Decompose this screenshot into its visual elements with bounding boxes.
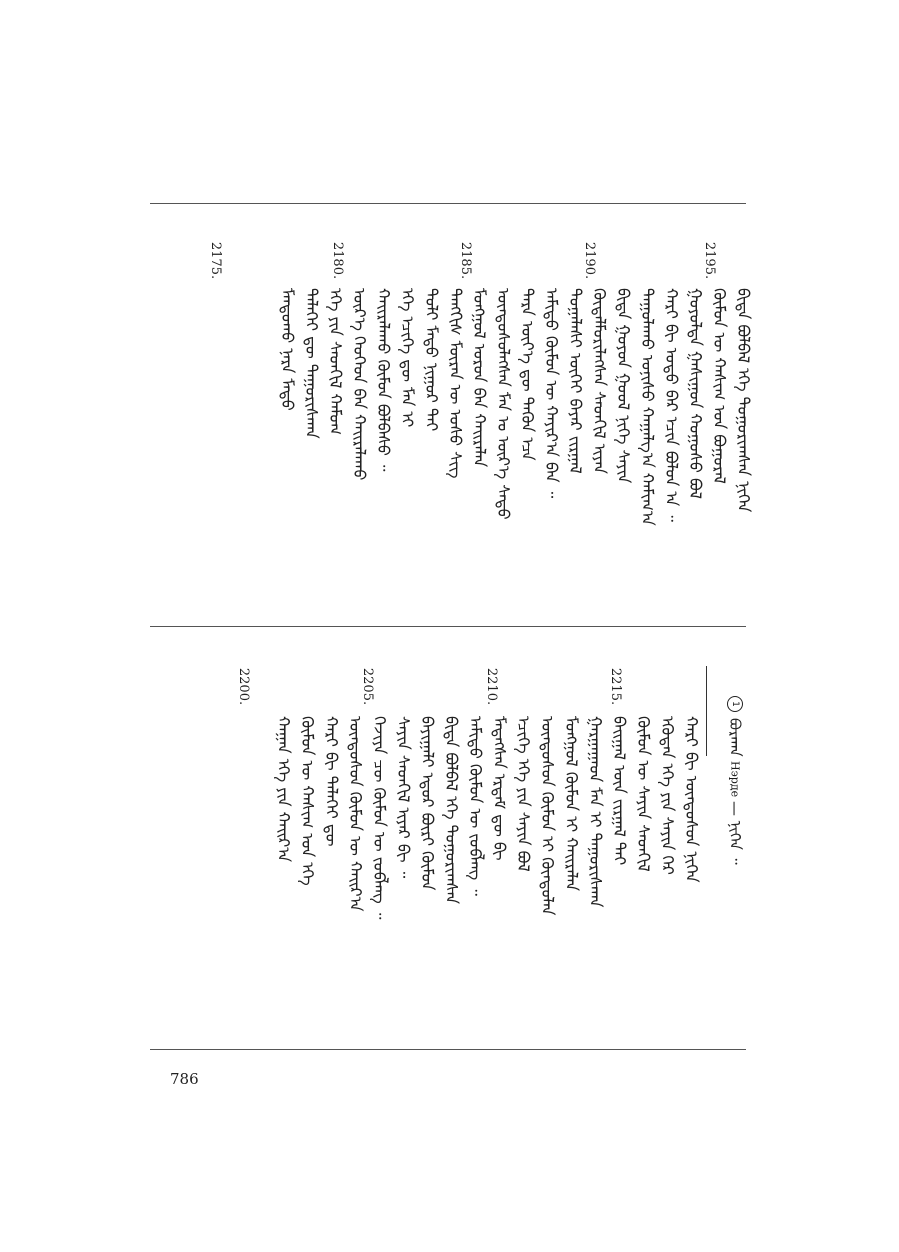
- line-number: 2195.: [702, 241, 718, 279]
- verse-line: ᠪᠢᠳᠡ ᠪᠣᠯᠪᠠᠯ ᠡᠬᠡ ᠲᠣᠭᠣᠷᠢᠭᠰᠠᠨ ᠨᠢᠭᠡᠨ: [734, 288, 753, 513]
- footnote-latin: Нэрде: [728, 760, 742, 797]
- verse-line: ᠪᠢᠳᠡ ᠭᠤᠶᠤᠨ ᠭᠣᠣᠯ ᠨᠢᠭᠡ ᠰᠠᠶᠢᠨ: [614, 288, 633, 484]
- verse-line: ᠦᠨᠳᠦᠰᠦᠨ ᠬᠦᠮᠦᠨ ᠢ ᠬᠦᠨᠳᠦᠯᠡᠨ: [538, 716, 557, 916]
- verse-line: ᠪᠠᠶᠢᠭᠠᠯᠢ ᠡᠳᠦᠷ ᠪᠦᠷᠢ ᠬᠦᠮᠦᠨ: [418, 716, 437, 891]
- footnote-marker: 1: [727, 696, 743, 712]
- verse-line: ᠦᠨᠳᠦᠰᠦᠯᠡᠭᠰᠡᠨ ᠮᠠᠨ ᠤ ᠦᠷ᠎ᠡ ᠰᠠᠳᠤ: [494, 288, 513, 520]
- verse-line: ᠬᠦᠮᠦᠨ ᠦ ᠬᠠᠰᠢᠭ ᠤᠨ ᠡᠬᠡ: [298, 716, 317, 886]
- line-number: 2175.: [208, 241, 224, 279]
- line-number: 2205.: [360, 667, 376, 705]
- verse-line: ᠮᠠᠨᠳᠤᠬᠤ ᠨᠠᠷᠠ ᠮᠡᠲᠦ: [278, 288, 297, 411]
- verse-line: ᠬᠠᠢᠷᠠᠯᠠᠬᠤ ᠬᠦᠮᠦᠨ ᠪᠣᠯᠪᠠᠰᠤ ᠃: [374, 288, 393, 472]
- verse-line: ᠲᠣᠯᠢ ᠮᠡᠲᠦ ᠨᠢᠭᠤᠷ ᠲᠠᠢ: [422, 288, 441, 432]
- verse-line: ᠬᠠᠷᠢ ᠪᠢ ᠦᠨᠳᠦᠰᠦᠨ ᠨᠢᠭᠡᠨ: [682, 716, 701, 883]
- verse-line: ᠬᠠᠷᠢ ᠪᠢ ᠳᠡᠯᠡᠬᠡᠢ ᠳᠦ: [322, 716, 341, 847]
- verse-line: ᠳᠠᠭᠤᠯᠠᠬᠤ ᠣᠨᠢᠰᠤ ᠬᠠᠭᠠᠯᠭ᠎ᠠ ᠬᠠᠮᠢᠭ᠎ᠠ: [638, 288, 657, 526]
- verse-line: ᠮᠣᠩᠭᠣᠯ ᠬᠦᠮᠦᠨ ᠢ ᠬᠠᠢᠷᠠᠯᠠᠨ: [562, 716, 581, 892]
- verse-line: ᠬᠠᠷᠢ ᠪᠢ ᠣᠳᠣ ᠪᠠᠷ ᠡᠴᠢᠨ ᠪᠣᠯᠤᠨ ᠠ ᠃: [662, 288, 681, 522]
- line-number: 2200.: [236, 667, 252, 705]
- verse-line: ᠲᠡᠷᠡ ᠦᠶ᠎ᠡ ᠳᠦ ᠲᠡᠭᠦᠨ ᠡᠴᠡ: [518, 288, 537, 461]
- verse-line: ᠬᠡᠵᠢᠶᠡ ᠴᠦ ᠬᠦᠮᠦᠨ ᠦ ᠵᠣᠪᠯᠠᠩ ᠃: [370, 716, 389, 920]
- verse-line: ᠭᠠᠷᠭᠠᠭᠠᠳ ᠮᠠᠨ ᠢ ᠳᠠᠭᠤᠷᠢᠰᠬᠠᠨ: [586, 716, 605, 908]
- verse-line: ᠡᠭᠦᠳᠡᠨ ᠡᠬᠡ ᠶᠢᠨ ᠰᠠᠶᠢᠨ ᠭᠡᠷ: [658, 716, 677, 875]
- line-number: 2215.: [608, 667, 624, 705]
- verse-line: ᠲᠣᠭᠠᠯᠠᠰᠢ ᠦᠭᠡᠢ ᠪᠠᠶᠠᠷ ᠵᠢᠷᠭᠠᠯ: [566, 288, 585, 474]
- verse-line: ᠦᠨᠳᠦᠰᠦᠨ ᠬᠦᠮᠦᠨ ᠦ ᠬᠠᠢᠷ᠎ᠠ: [346, 716, 365, 912]
- footnote-text: ᠪᠤᠷᠬᠠᠨ: [726, 718, 744, 757]
- footnote: [724, 696, 746, 864]
- top-rule: [150, 203, 746, 204]
- verse-line: ᠲᠡᠩᠭᠢᠰ ᠮᠥᠷᠡᠨ ᠦ ᠤᠰᠤ ᠰᠢᠭ: [446, 288, 465, 479]
- verse-line: ᠬᠠᠭᠠᠨ ᠡᠬᠡ ᠶᠢᠨ ᠬᠠᠢᠷ᠎ᠠ: [274, 716, 293, 863]
- verse-line: ᠪᠠᠢᠭᠠᠯ ᠦᠨ ᠵᠢᠷᠭᠠᠯ ᠲᠠᠢ: [610, 716, 629, 866]
- verse-line: ᠳᠡᠯᠡᠬᠡᠢ ᠳᠦ ᠳᠠᠭᠤᠷᠢᠰᠬᠠᠨ: [302, 288, 321, 439]
- verse-line: ᠬᠦᠳᠡᠯᠮᠦᠷᠢᠯᠡᠭᠰᠡᠨ ᠰᠡᠳᠬᠢᠯ ᠢᠶᠡᠨ: [590, 288, 609, 474]
- footnote-separator: [706, 666, 707, 756]
- footnote-text: — ᠨᠢᠭᠡᠨ ᠃: [726, 800, 744, 865]
- verse-line: ᠡᠴᠢᠭᠡ ᠡᠬᠡ ᠶᠢᠨ ᠰᠠᠶᠢᠨ ᠪᠣᠯ: [514, 716, 533, 872]
- verse-line: ᠦᠷ᠎ᠡ ᠬᠡᠦᠬᠡᠳ ᠪᠡᠨ ᠬᠠᠢᠷᠠᠯᠠᠬᠤ: [350, 288, 369, 481]
- line-number: 2185.: [458, 241, 474, 279]
- verse-line: ᠮᠣᠩᠭᠣᠯ ᠣᠷᠣᠨ ᠪᠠᠨ ᠬᠠᠢᠷᠠᠯᠠᠨ: [470, 288, 489, 468]
- line-number: 2180.: [330, 241, 346, 279]
- verse-line: ᠬᠦᠮᠦᠨ ᠦ ᠰᠠᠶᠢᠨ ᠰᠡᠳᠬᠢᠯ: [634, 716, 653, 872]
- verse-line: ᠠᠮᠢᠳᠤ ᠬᠦᠮᠦᠨ ᠦ ᠵᠣᠪᠯᠠᠩ ᠃: [466, 716, 485, 896]
- line-number: 2190.: [582, 241, 598, 279]
- verse-line: ᠰᠠᠶᠢᠨ ᠰᠡᠳᠬᠢᠯ ᠢᠶᠡᠷ ᠪᠢ ᠃: [394, 716, 413, 879]
- verse-line: ᠬᠦᠮᠦᠨ ᠦ ᠬᠠᠰᠢᠭ ᠤᠨ ᠪᠤᠭᠤᠷᠠᠯ: [710, 288, 729, 484]
- verse-line: ᠠᠮᠢᠳᠤ ᠬᠦᠮᠦᠨ ᠦ ᠬᠠᠶᠢᠷ᠎ᠠ ᠪᠡᠨ ᠃: [542, 288, 561, 499]
- page-number: 786: [170, 1070, 199, 1088]
- line-number: 2210.: [484, 667, 500, 705]
- verse-line: ᠮᠡᠳᠡᠭᠰᠡᠨ ᠡᠷᠳᠡᠮ ᠳᠦ ᠪᠢ: [490, 716, 509, 861]
- verse-line: ᠭᠤᠶᠤᠯᠲᠠ ᠭᠠᠰᠢᠭᠤᠨ ᠬᠣᠭᠣᠰᠤ ᠪᠣᠯ: [686, 288, 705, 500]
- verse-line: ᠪᠢᠳᠡ ᠪᠣᠯᠪᠠᠯ ᠡᠬᠡ ᠲᠣᠭᠣᠷᠢᠭᠰᠠᠨ: [442, 716, 461, 905]
- bottom-rule: [150, 1049, 746, 1050]
- middle-rule: [150, 626, 746, 627]
- verse-line: ᠡᠬᠡ ᠡᠴᠢᠭᠡ ᠳᠦ ᠮᠠᠨ ᠢ: [398, 288, 417, 428]
- verse-line: ᠡᠬᠡ ᠶᠢᠨ ᠰᠡᠳᠬᠢᠯ ᠬᠠᠮᠤᠭ: [326, 288, 345, 435]
